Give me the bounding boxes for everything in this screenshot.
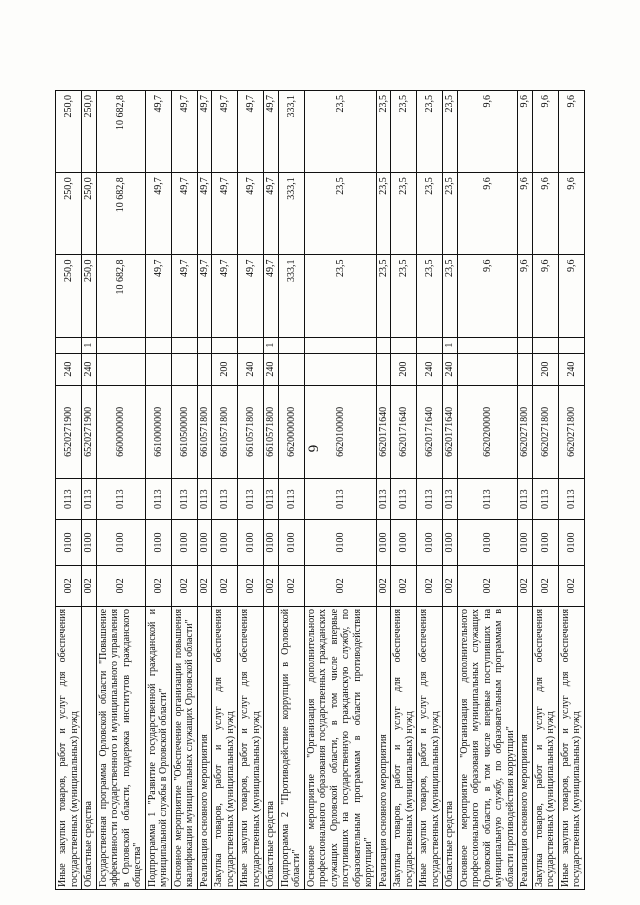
- table-row: [558, 91, 584, 890]
- row-target-article-cell: 6620100000: [304, 385, 376, 479]
- row-name-cell: Иные закупки товаров, работ и услуг для обеспечения государственных (муниципальных) нужд: [558, 606, 584, 889]
- row-value-3-cell: 23,5: [376, 91, 391, 173]
- row-value-1-cell: 49,7: [264, 255, 279, 337]
- row-marker-cell: [197, 337, 212, 353]
- row-grbs-cell: 002: [96, 565, 145, 606]
- row-value-2-cell: 9,6: [518, 173, 533, 255]
- row-value-3-cell: 333,1: [278, 91, 304, 173]
- row-expense-type-cell: [171, 353, 197, 385]
- table-row: [376, 91, 391, 890]
- row-expense-type-cell: 240: [417, 353, 443, 385]
- row-expense-type-cell: [278, 353, 304, 385]
- row-section-cell: 0100: [238, 520, 264, 566]
- table-row: [391, 91, 417, 890]
- row-value-1-cell: 49,7: [238, 255, 264, 337]
- row-grbs-cell: 002: [238, 565, 264, 606]
- row-subsection-cell: 0113: [171, 479, 197, 520]
- row-marker-cell: [56, 337, 82, 353]
- row-value-2-cell: 23,5: [376, 173, 391, 255]
- row-section-cell: 0100: [96, 520, 145, 566]
- row-value-1-cell: 10 682,8: [96, 255, 145, 337]
- row-value-1-cell: 49,7: [212, 255, 238, 337]
- row-section-cell: 0100: [558, 520, 584, 566]
- page-number: 6: [304, 444, 321, 453]
- row-subsection-cell: 0113: [417, 479, 443, 520]
- row-subsection-cell: 0113: [376, 479, 391, 520]
- row-value-3-cell: 23,5: [304, 91, 376, 173]
- budget-table-container: [55, 90, 583, 890]
- row-grbs-cell: 002: [518, 565, 533, 606]
- row-name-cell: Областные средства: [82, 606, 97, 889]
- row-value-2-cell: 23,5: [417, 173, 443, 255]
- row-target-article-cell: 6620171640: [443, 385, 458, 479]
- row-value-1-cell: 9,6: [558, 255, 584, 337]
- row-name-cell: Основное мероприятие "Обеспечение организации повышения квалификации муниципальных служащих Орловской области": [171, 606, 197, 889]
- row-expense-type-cell: [304, 353, 376, 385]
- table-row: [443, 91, 458, 890]
- table-row: [417, 91, 443, 890]
- row-section-cell: 0100: [443, 520, 458, 566]
- row-section-cell: 0100: [197, 520, 212, 566]
- row-subsection-cell: 0113: [96, 479, 145, 520]
- row-value-1-cell: 333,1: [278, 255, 304, 337]
- row-expense-type-cell: 200: [391, 353, 417, 385]
- row-grbs-cell: 002: [56, 565, 82, 606]
- row-name-cell: Государственная программа Орловской области "Повышение эффективности государственного и муниципального управления в Орловской области, поддержка институтов гражданского общества": [96, 606, 145, 889]
- row-marker-cell: [278, 337, 304, 353]
- table-row: [457, 91, 518, 890]
- row-value-1-cell: 9,6: [457, 255, 518, 337]
- row-marker-cell: [304, 337, 376, 353]
- row-value-3-cell: 9,6: [518, 91, 533, 173]
- row-section-cell: 0100: [304, 520, 376, 566]
- row-value-1-cell: 49,7: [145, 255, 171, 337]
- row-grbs-cell: 002: [532, 565, 558, 606]
- row-subsection-cell: 0113: [518, 479, 533, 520]
- row-value-1-cell: 9,6: [518, 255, 533, 337]
- row-marker-cell: [145, 337, 171, 353]
- row-marker-cell: 1: [82, 337, 97, 353]
- row-marker-cell: [532, 337, 558, 353]
- row-value-2-cell: 250,0: [56, 173, 82, 255]
- row-subsection-cell: 0113: [238, 479, 264, 520]
- row-value-3-cell: 250,0: [82, 91, 97, 173]
- row-section-cell: 0100: [171, 520, 197, 566]
- table-row: [82, 91, 97, 890]
- row-value-2-cell: 9,6: [558, 173, 584, 255]
- row-target-article-cell: 6620171640: [376, 385, 391, 479]
- row-value-3-cell: 49,7: [145, 91, 171, 173]
- row-name-cell: Реализация основного мероприятия: [376, 606, 391, 889]
- row-name-cell: Подпрограмма 2 "Противодействие коррупции в Орловской области": [278, 606, 304, 889]
- row-marker-cell: [457, 337, 518, 353]
- row-target-article-cell: 6610571800: [197, 385, 212, 479]
- table-row: [264, 91, 279, 890]
- row-subsection-cell: 0113: [82, 479, 97, 520]
- row-value-2-cell: 9,6: [457, 173, 518, 255]
- row-value-3-cell: 9,6: [558, 91, 584, 173]
- row-value-3-cell: 23,5: [417, 91, 443, 173]
- row-subsection-cell: 0113: [145, 479, 171, 520]
- row-value-2-cell: 49,7: [238, 173, 264, 255]
- row-marker-cell: 1: [443, 337, 458, 353]
- row-name-cell: Областные средства: [443, 606, 458, 889]
- row-expense-type-cell: [376, 353, 391, 385]
- row-value-1-cell: 23,5: [376, 255, 391, 337]
- row-subsection-cell: 0113: [391, 479, 417, 520]
- table-row: [278, 91, 304, 890]
- row-value-3-cell: 49,7: [171, 91, 197, 173]
- budget-table-body: [56, 91, 585, 890]
- row-expense-type-cell: 240: [56, 353, 82, 385]
- table-row: [238, 91, 264, 890]
- row-subsection-cell: 0113: [443, 479, 458, 520]
- row-grbs-cell: 002: [171, 565, 197, 606]
- row-name-cell: Областные средства: [264, 606, 279, 889]
- row-value-2-cell: 333,1: [278, 173, 304, 255]
- row-target-article-cell: 6520271900: [56, 385, 82, 479]
- row-expense-type-cell: 240: [82, 353, 97, 385]
- row-marker-cell: [391, 337, 417, 353]
- row-value-2-cell: 23,5: [391, 173, 417, 255]
- row-marker-cell: [558, 337, 584, 353]
- row-value-1-cell: 9,6: [532, 255, 558, 337]
- row-value-2-cell: 23,5: [443, 173, 458, 255]
- table-row: [518, 91, 533, 890]
- row-value-3-cell: 10 682,8: [96, 91, 145, 173]
- row-section-cell: 0100: [457, 520, 518, 566]
- row-value-3-cell: 23,5: [391, 91, 417, 173]
- row-subsection-cell: 0113: [197, 479, 212, 520]
- row-subsection-cell: 0113: [278, 479, 304, 520]
- row-value-1-cell: 23,5: [391, 255, 417, 337]
- row-value-3-cell: 49,7: [197, 91, 212, 173]
- row-target-article-cell: 6610000000: [145, 385, 171, 479]
- row-subsection-cell: 0113: [558, 479, 584, 520]
- row-target-article-cell: 6620200000: [457, 385, 518, 479]
- row-value-2-cell: 49,7: [171, 173, 197, 255]
- row-target-article-cell: 6520271900: [82, 385, 97, 479]
- row-value-3-cell: 23,5: [443, 91, 458, 173]
- budget-table: [55, 90, 585, 890]
- row-subsection-cell: 0113: [532, 479, 558, 520]
- row-grbs-cell: 002: [443, 565, 458, 606]
- row-target-article-cell: 6600000000: [96, 385, 145, 479]
- row-marker-cell: [238, 337, 264, 353]
- row-grbs-cell: 002: [457, 565, 518, 606]
- row-name-cell: Основное мероприятие "Организация дополнительного профессионального образования государственных гражданских служащих Орловской области, в том числе впервые поступивших на государственную гражданскую службу, по образовательным программам в области противодействия коррупции": [304, 606, 376, 889]
- row-name-cell: Закупка товаров, работ и услуг для обеспечения государственных (муниципальных) нужд: [391, 606, 417, 889]
- row-section-cell: 0100: [417, 520, 443, 566]
- row-grbs-cell: 002: [82, 565, 97, 606]
- row-target-article-cell: 6620271800: [532, 385, 558, 479]
- row-expense-type-cell: [457, 353, 518, 385]
- row-expense-type-cell: 200: [212, 353, 238, 385]
- row-expense-type-cell: 240: [443, 353, 458, 385]
- row-marker-cell: [518, 337, 533, 353]
- row-value-3-cell: 9,6: [457, 91, 518, 173]
- row-expense-type-cell: [197, 353, 212, 385]
- row-value-1-cell: 250,0: [56, 255, 82, 337]
- table-row: [96, 91, 145, 890]
- row-grbs-cell: 002: [212, 565, 238, 606]
- row-subsection-cell: 0113: [457, 479, 518, 520]
- table-row: [212, 91, 238, 890]
- row-section-cell: 0100: [278, 520, 304, 566]
- row-expense-type-cell: [96, 353, 145, 385]
- row-subsection-cell: 0113: [304, 479, 376, 520]
- row-subsection-cell: 0113: [56, 479, 82, 520]
- row-value-3-cell: 49,7: [264, 91, 279, 173]
- row-subsection-cell: 0113: [212, 479, 238, 520]
- row-value-1-cell: 250,0: [82, 255, 97, 337]
- row-section-cell: 0100: [145, 520, 171, 566]
- row-value-2-cell: 49,7: [212, 173, 238, 255]
- row-value-2-cell: 23,5: [304, 173, 376, 255]
- row-value-3-cell: 250,0: [56, 91, 82, 173]
- row-section-cell: 0100: [264, 520, 279, 566]
- row-target-article-cell: 6610571800: [212, 385, 238, 479]
- row-section-cell: 0100: [391, 520, 417, 566]
- row-grbs-cell: 002: [417, 565, 443, 606]
- row-grbs-cell: 002: [197, 565, 212, 606]
- table-row: [145, 91, 171, 890]
- table-row: [56, 91, 82, 890]
- row-name-cell: Подпрограмма 1 "Развитие государственной гражданской и муниципальной службы в Орловской области": [145, 606, 171, 889]
- row-target-article-cell: 6610571800: [264, 385, 279, 479]
- row-name-cell: Основное мероприятие "Организация дополнительного профессионального образования муниципальных служащих Орловской области, в том числе впервые поступивших на муниципальную службу, по образовательным программам в области противодействия коррупции": [457, 606, 518, 889]
- table-row: [532, 91, 558, 890]
- row-section-cell: 0100: [56, 520, 82, 566]
- row-target-article-cell: 6620271800: [558, 385, 584, 479]
- row-expense-type-cell: [145, 353, 171, 385]
- row-name-cell: Иные закупки товаров, работ и услуг для обеспечения государственных (муниципальных) нужд: [56, 606, 82, 889]
- row-value-2-cell: 10 682,8: [96, 173, 145, 255]
- row-name-cell: Реализация основного мероприятия: [197, 606, 212, 889]
- table-row: [171, 91, 197, 890]
- row-section-cell: 0100: [532, 520, 558, 566]
- row-name-cell: Закупка товаров, работ и услуг для обеспечения государственных (муниципальных) нужд: [532, 606, 558, 889]
- row-value-2-cell: 49,7: [145, 173, 171, 255]
- row-value-2-cell: 49,7: [264, 173, 279, 255]
- table-row: [197, 91, 212, 890]
- row-target-article-cell: 6620171640: [391, 385, 417, 479]
- row-value-2-cell: 9,6: [532, 173, 558, 255]
- row-marker-cell: [171, 337, 197, 353]
- row-section-cell: 0100: [518, 520, 533, 566]
- row-value-3-cell: 9,6: [532, 91, 558, 173]
- row-expense-type-cell: [518, 353, 533, 385]
- row-expense-type-cell: 240: [558, 353, 584, 385]
- row-value-1-cell: 49,7: [197, 255, 212, 337]
- row-value-1-cell: 49,7: [171, 255, 197, 337]
- row-value-3-cell: 49,7: [238, 91, 264, 173]
- row-grbs-cell: 002: [558, 565, 584, 606]
- row-grbs-cell: 002: [304, 565, 376, 606]
- row-value-2-cell: 49,7: [197, 173, 212, 255]
- row-expense-type-cell: 240: [264, 353, 279, 385]
- row-value-1-cell: 23,5: [304, 255, 376, 337]
- row-target-article-cell: 6620000000: [278, 385, 304, 479]
- row-value-1-cell: 23,5: [417, 255, 443, 337]
- row-target-article-cell: 6620171640: [417, 385, 443, 479]
- row-grbs-cell: 002: [278, 565, 304, 606]
- row-marker-cell: [417, 337, 443, 353]
- row-value-3-cell: 49,7: [212, 91, 238, 173]
- row-value-1-cell: 23,5: [443, 255, 458, 337]
- row-subsection-cell: 0113: [264, 479, 279, 520]
- row-grbs-cell: 002: [391, 565, 417, 606]
- row-target-article-cell: 6610500000: [171, 385, 197, 479]
- row-expense-type-cell: 200: [532, 353, 558, 385]
- table-row: [304, 91, 376, 890]
- row-marker-cell: [96, 337, 145, 353]
- row-grbs-cell: 002: [145, 565, 171, 606]
- row-target-article-cell: 6610571800: [238, 385, 264, 479]
- row-grbs-cell: 002: [376, 565, 391, 606]
- row-name-cell: Закупка товаров, работ и услуг для обеспечения государственных (муниципальных) нужд: [212, 606, 238, 889]
- row-section-cell: 0100: [376, 520, 391, 566]
- row-marker-cell: [376, 337, 391, 353]
- row-target-article-cell: 6620271800: [518, 385, 533, 479]
- row-section-cell: 0100: [212, 520, 238, 566]
- row-grbs-cell: 002: [264, 565, 279, 606]
- row-marker-cell: 1: [264, 337, 279, 353]
- row-expense-type-cell: 240: [238, 353, 264, 385]
- row-name-cell: Реализация основного мероприятия: [518, 606, 533, 889]
- row-marker-cell: [212, 337, 238, 353]
- row-section-cell: 0100: [82, 520, 97, 566]
- row-value-2-cell: 250,0: [82, 173, 97, 255]
- row-name-cell: Иные закупки товаров, работ и услуг для обеспечения государственных (муниципальных) нужд: [238, 606, 264, 889]
- row-name-cell: Иные закупки товаров, работ и услуг для обеспечения государственных (муниципальных) нужд: [417, 606, 443, 889]
